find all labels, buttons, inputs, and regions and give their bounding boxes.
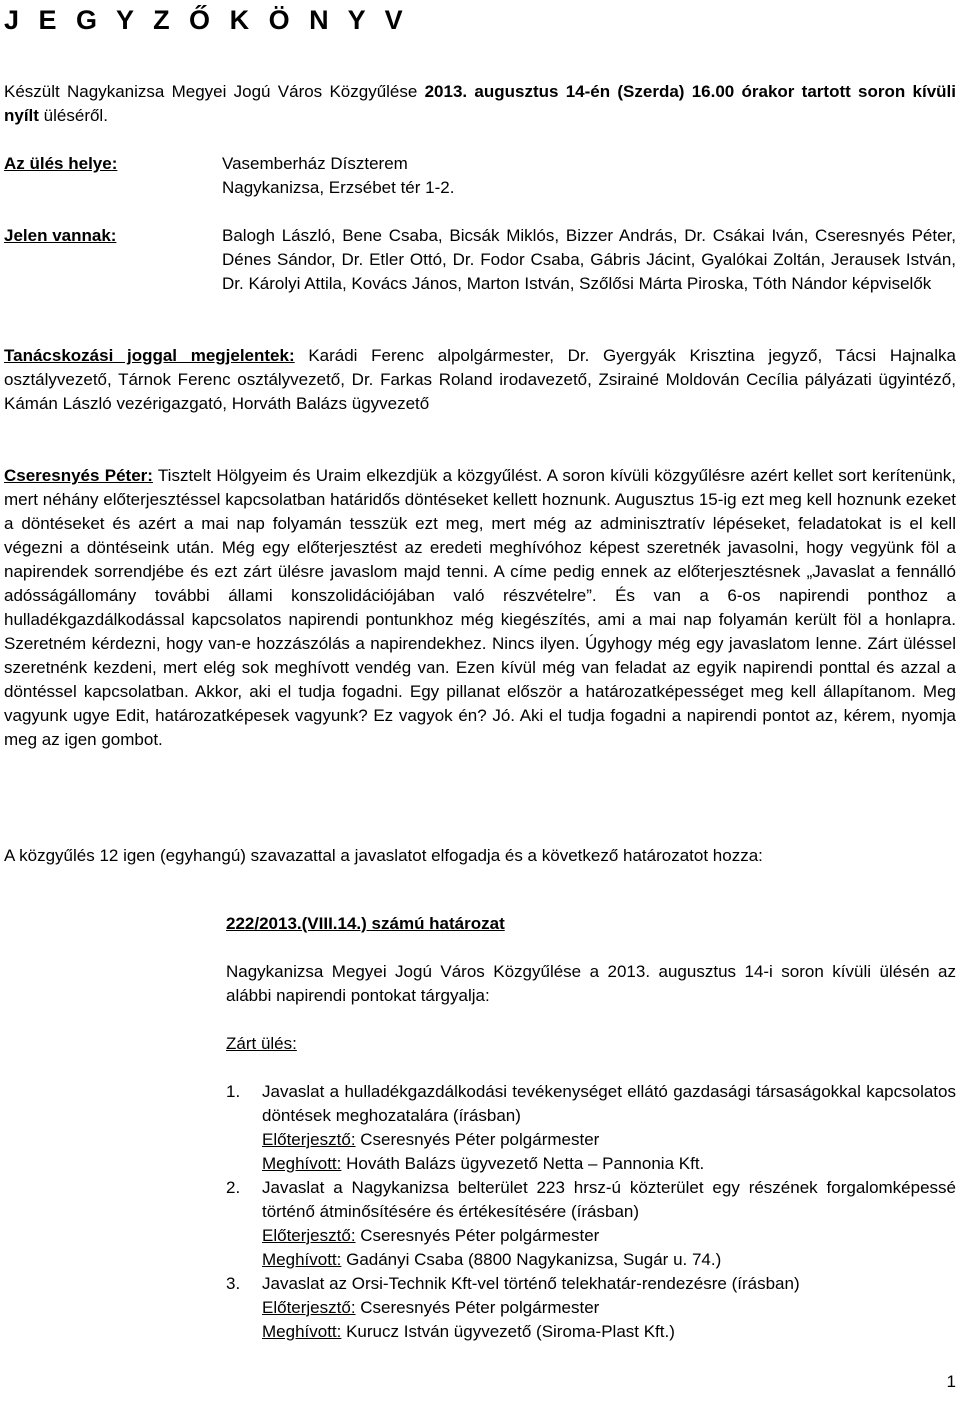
invited-value: Kurucz István ügyvezető (Siroma-Plast Kft.) (341, 1322, 675, 1341)
resolution-heading (226, 912, 956, 936)
presenter-label: Előterjesztő: (262, 1298, 356, 1317)
presenter-label: Előterjesztő: (262, 1130, 356, 1149)
intro-text-1: Készült Nagykanizsa Megyei Jogú Város Közgyűlése (4, 82, 425, 101)
location-label: Az ülés helye: (4, 154, 118, 173)
invited-label: Meghívott: (262, 1154, 342, 1173)
advisory-label: Tanácskozási joggal megjelentek: (4, 346, 295, 365)
presenter-value: Cseresnyés Péter polgármester (355, 1130, 600, 1149)
presenter-value: Cseresnyés Péter polgármester (355, 1226, 600, 1245)
intro-paragraph (4, 80, 956, 128)
invited-label: Meghívott: (262, 1250, 342, 1269)
list-item (226, 1080, 956, 1176)
list-item-number: 3. (226, 1274, 241, 1293)
closed-session-label-text: Zárt ülés: (226, 1034, 297, 1053)
intro-date-bold: 2013. augusztus 14-én (Szerda) 16.00 órakor tartott soron kívüli nyílt (4, 82, 956, 125)
list-item (226, 1176, 956, 1272)
list-item-title: Javaslat a Nagykanizsa belterület 223 hrsz-ú közterület egy részének forgalomképessé történő átminősítésére és értékesítésére (írásban) (262, 1178, 956, 1221)
page-number: 1 (946, 1372, 956, 1391)
invited-value: Gadányi Csaba (8800 Nagykanizsa, Sugár u. 74.) (341, 1250, 722, 1269)
list-item-title: Javaslat az Orsi-Technik Kft-vel történő telekhatár-rendezésre (írásban) (262, 1274, 800, 1293)
location-line-2: Nagykanizsa, Erzsébet tér 1-2. (222, 178, 455, 197)
invited-label: Meghívott: (262, 1322, 342, 1341)
location-line-1: Vasemberház Díszterem (222, 154, 408, 173)
vote-paragraph (4, 844, 956, 868)
invited-value: Hováth Balázs ügyvezető Netta – Pannonia Kft. (341, 1154, 705, 1173)
present-text: Balogh László, Bene Csaba, Bicsák Miklós, Bizzer András, Dr. Csákai Iván, Cseresnyés Péter, Dénes Sándor, Dr. Etler Ottó, Dr. Fodor Csaba, Gábris Jácint, Gyalókai Zoltán, Jerausek István, Dr. Károlyi Attila, Kovács János, Marton István, Szőlősi Márta Piroska, Tóth Nándor képviselők (222, 226, 956, 293)
location-value (222, 152, 956, 200)
list-item-number: 1. (226, 1082, 241, 1101)
list-item-number: 2. (226, 1178, 241, 1197)
document-title: J E G Y Z Ő K Ö N Y V (4, 5, 409, 35)
resolution-text: Nagykanizsa Megyei Jogú Város Közgyűlése a 2013. augusztus 14-i soron kívüli ülésén az alábbi napirendi pontokat tárgyalja: (226, 962, 956, 1005)
resolution-text-block (226, 960, 956, 1008)
presenter-value: Cseresnyés Péter polgármester (355, 1298, 600, 1317)
intro-text-3: üléséről. (38, 106, 108, 125)
presenter-label: Előterjesztő: (262, 1226, 356, 1245)
closed-session-label (226, 1032, 956, 1056)
present-label: Jelen vannak: (4, 226, 117, 245)
resolution-heading-text: 222/2013.(VIII.14.) számú határozat (226, 914, 505, 933)
present-value (222, 224, 956, 296)
speech-paragraph (4, 464, 956, 752)
advisory-paragraph (4, 344, 956, 416)
speech-text: Tisztelt Hölgyeim és Uraim elkezdjük a közgyűlést. A soron kívüli közgyűlésre azért kellet sort kerítenünk, mert néhány előterjesztéssel kapcsolatban határidős döntéseket kellett hoznunk. Augusztus 15-ig ezt meg kell hoznunk ezeket a döntéseket és azért a mai nap folyamán tesszük ezt meg, mert még az adminisztratív lépéseket, feladatokat is el kell végezni a döntéseink után. Még egy előterjesztést az eredeti meghívóhoz képest szeretnék javasolni, hogy vegyünk föl a napirendek sorrendjébe és ezt zárt ülésre javaslom majd tenni. A címe pedig ennek az előterjesztésnek „Javaslat a fennálló adósságállomány további állami konszolidációjában való részvételre”. És van a 6-os napirendi ponthoz a hulladékgazdálkodással kapcsolatos napirendi pontunkhoz még kiegészítés, ami a mai nap folyamán került föl a honlapra. Szeretném kérdezni, hogy van-e hozzászólás a napirendekhez. Nincs ilyen. Úgyhogy még egy javaslatom lenne. Zárt üléssel szeretnénk kezdeni, mert elég sok meghívott vendég van. Ezen kívül még van feladat az egyik napirendi ponttal és azzal a döntéssel kapcsolatban. Akkor, aki el tudja fogadni. Egy pillanat először a határozatképességet meg kell állapítanom. Meg vagyunk ugye Edit, határozatképesek vagyunk? Ez vagyok én? Jó. Aki el tudja fogadni a napirendi pontot az, kérem, nyomja meg az igen gombot. (4, 466, 956, 749)
list-item-title: Javaslat a hulladékgazdálkodási tevékenységet ellátó gazdasági társaságokkal kapcsolatos döntések meghozatalára (írásban) (262, 1082, 956, 1125)
vote-text: A közgyűlés 12 igen (egyhangú) szavazattal a javaslatot elfogadja és a következő határozatot hozza: (4, 846, 763, 865)
list-item (226, 1272, 956, 1344)
speaker-name: Cseresnyés Péter: (4, 466, 153, 485)
advisory-text: Karádi Ferenc alpolgármester, Dr. Gyergyák Krisztina jegyző, Tácsi Hajnalka osztályvezető, Tárnok Ferenc osztályvezető, Dr. Farkas Roland irodavezető, Zsirainé Moldován Cecília pályázati ügyintéző, Kámán László vezérigazgató, Horváth Balázs ügyvezető (4, 346, 956, 413)
agenda-list (226, 1080, 956, 1344)
